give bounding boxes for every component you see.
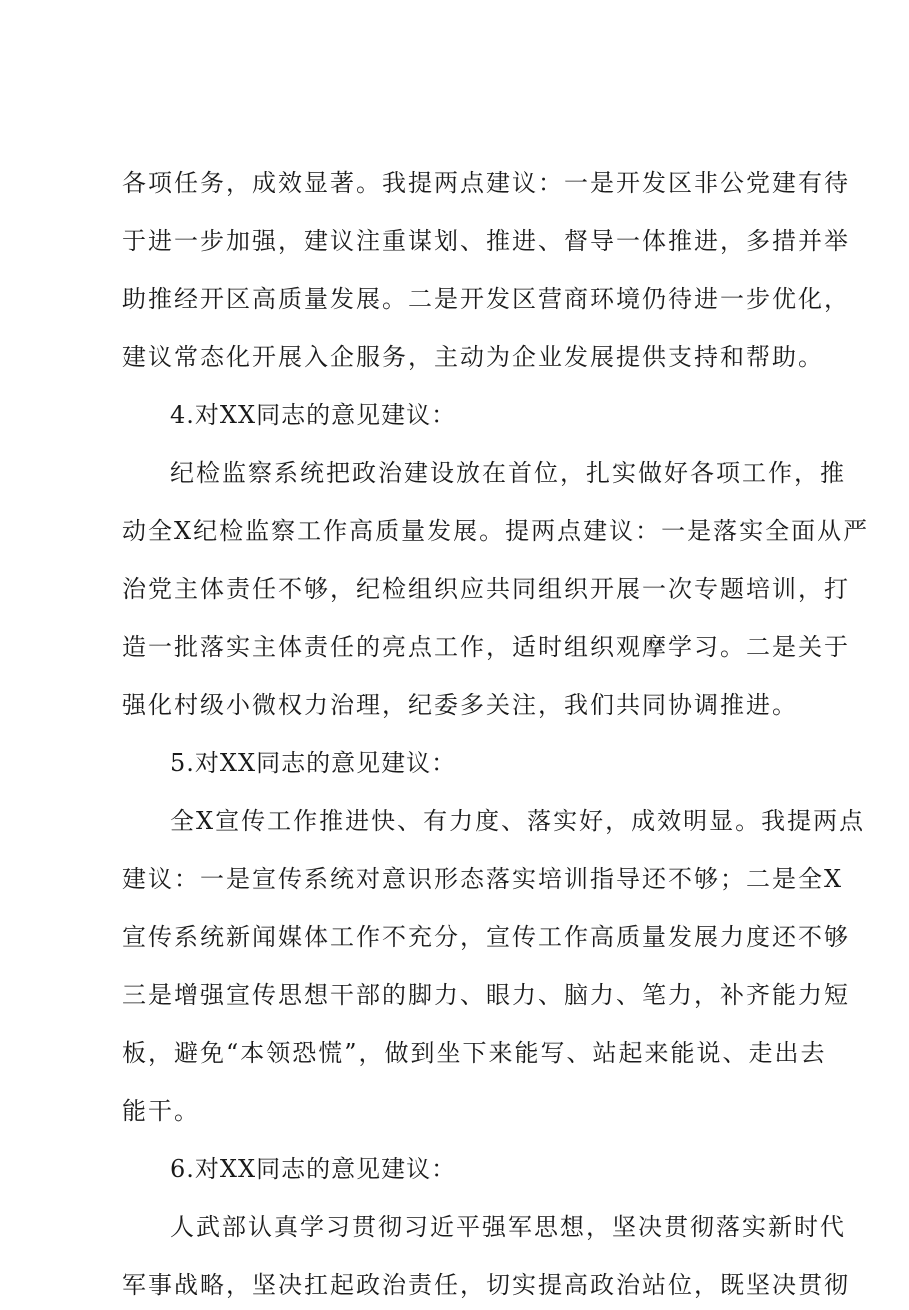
paragraph-line: 人武部认真学习贯彻习近平强军思想，坚决贯彻落实新时代: [170, 1213, 846, 1241]
section-heading: 5.对XX同志的意见建议：: [170, 749, 457, 777]
paragraph-line: 助推经开区高质量发展。二是开发区营商环境仍待进一步优化，: [122, 285, 850, 313]
paragraph-line: 动全X纪检监察工作高质量发展。提两点建议：一是落实全面从严: [122, 517, 870, 545]
paragraph-line: 军事战略，坚决扛起政治责任，切实提高政治站位，既坚决贯彻: [122, 1271, 850, 1299]
paragraph-line: 三是增强宣传思想干部的脚力、眼力、脑力、笔力，补齐能力短: [122, 981, 850, 1009]
paragraph-line: 建议：一是宣传系统对意识形态落实培训指导还不够；二是全X: [122, 865, 844, 893]
section-heading: 4.对XX同志的意见建议：: [170, 401, 457, 429]
paragraph-line: 全X宣传工作推进快、有力度、落实好，成效明显。我提两点: [170, 807, 866, 835]
paragraph-line: 强化村级小微权力治理，纪委多关注，我们共同协调推进。: [122, 691, 798, 719]
paragraph-line: 能干。: [122, 1097, 200, 1125]
paragraph-line: 纪检监察系统把政治建设放在首位，扎实做好各项工作，推: [170, 459, 846, 487]
paragraph-line: 各项任务，成效显著。我提两点建议：一是开发区非公党建有待: [122, 169, 850, 197]
paragraph-line: 板，避免“本领恐慌”，做到坐下来能写、站起来能说、走出去: [122, 1039, 827, 1067]
paragraph-line: 于进一步加强，建议注重谋划、推进、督导一体推进，多措并举: [122, 227, 850, 255]
paragraph-line: 建议常态化开展入企服务，主动为企业发展提供支持和帮助。: [122, 343, 824, 371]
paragraph-line: 治党主体责任不够，纪检组织应共同组织开展一次专题培训，打: [122, 575, 850, 603]
paragraph-line: 宣传系统新闻媒体工作不充分，宣传工作高质量发展力度还不够: [122, 923, 850, 951]
paragraph-line: 造一批落实主体责任的亮点工作，适时组织观摩学习。二是关于: [122, 633, 850, 661]
section-heading: 6.对XX同志的意见建议：: [170, 1155, 457, 1183]
